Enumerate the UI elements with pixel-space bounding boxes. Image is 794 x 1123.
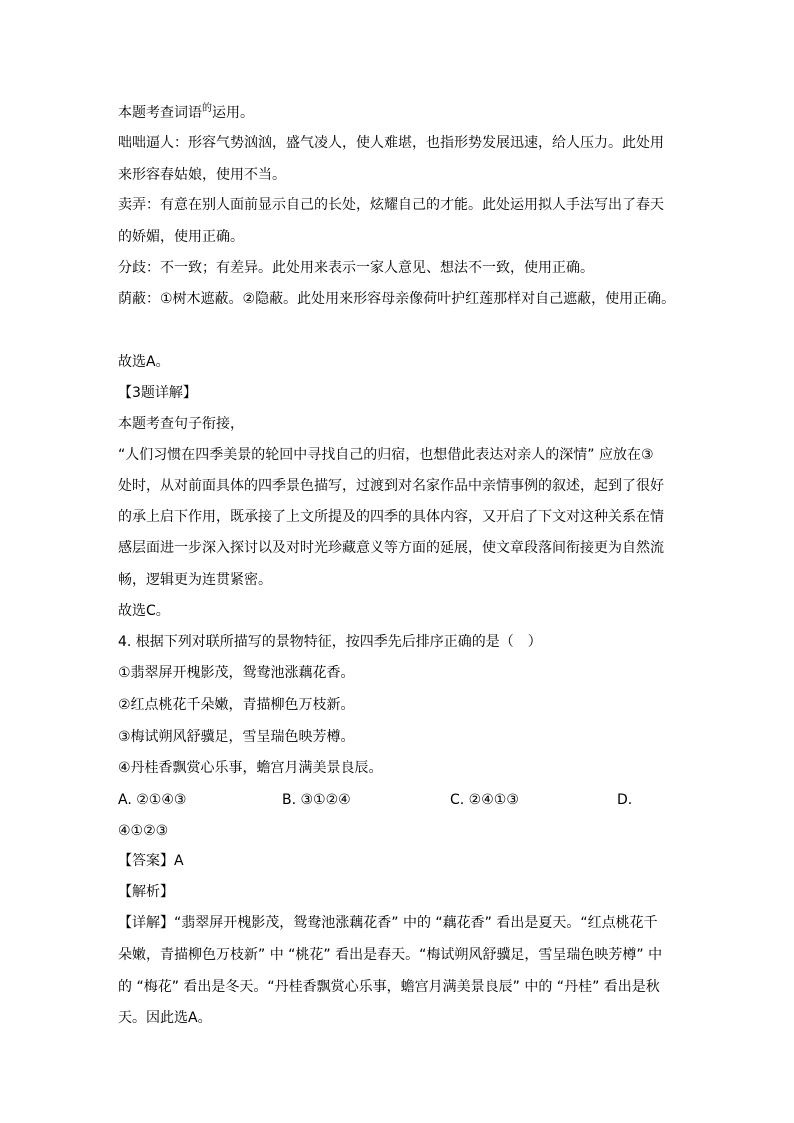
detail-line: 朵嫩，青描柳色万枝新” 中 “桃花” 看出是春天。“梅试朔风舒骥足，雪呈瑞色映芳樽” 中 <box>118 947 663 963</box>
q3-text-line: 感层面进一步深入探讨以及对时光珍藏意义等方面的延展，使文章段落间衔接更为自然流 <box>118 540 664 556</box>
q4-item: ④丹桂香飘赏心乐事，蟾宫月满美景良辰。 <box>118 760 383 776</box>
q3-text-line: 畅，逻辑更为连贯紧密。 <box>118 572 272 588</box>
detail-line: 天。因此选A。 <box>118 1010 212 1026</box>
q4-item: ②红点桃花千朵嫩，青描柳色万枝新。 <box>118 697 355 713</box>
definition-line: 咄咄逼人：形容气势汹汹，盛气凌人，使人难堪，也指形势发展迅速，给人压力。此处用 <box>118 135 664 151</box>
definition-line: 的娇媚，使用正确。 <box>118 229 244 245</box>
option-b: B. ③①②④ <box>282 792 351 808</box>
intro-text-end: 运用。 <box>212 105 254 121</box>
option-c: C. ②④①③ <box>450 792 519 808</box>
detail-line: 【详解】“翡翠屏开槐影茂，鸳鸯池涨藕花香” 中的 “藕花香” 看出是夏天。“红点桃花千 <box>118 915 658 931</box>
definition-line: 荫蔽：①树木遮蔽。②隐蔽。此处用来形容母亲像荷叶护红莲那样对自己遮蔽，使用正确。 <box>118 291 676 307</box>
q3-text-line: 处时，从对前面具体的四季景色描写，过渡到对名家作品中亲情事例的叙述，起到了很好 <box>118 478 664 494</box>
definition-line: 卖弄：有意在别人面前显示自己的长处，炫耀自己的才能。此处运用拟人手法写出了春天 <box>118 197 664 213</box>
definition-line: 分歧：不一致；有差异。此处用来表示一家人意见、想法不一致，使用正确。 <box>118 260 594 276</box>
definition-line: 来形容春姑娘，使用不当。 <box>118 167 286 183</box>
q3-text-line: “人们习惯在四季美景的轮回中寻找自己的归宿，也想借此表达对亲人的深情” 应放在③ <box>118 447 654 463</box>
option-d: D. <box>617 792 633 808</box>
q3-text-line: 的承上启下作用，既承接了上文所提及的四季的具体内容，又开启了下文对这种关系在情 <box>118 509 664 525</box>
answer: 【答案】A <box>118 853 184 869</box>
option-a: A. ②①④③ <box>118 792 187 808</box>
q4-item: ③梅试朔风舒骥足，雪呈瑞色映芳樽。 <box>118 729 355 745</box>
superscript-char: 的 <box>202 103 212 114</box>
option-d-continued: ④①②③ <box>118 823 169 839</box>
q3-conclusion: 故选C。 <box>118 603 170 619</box>
intro-text: 本题考查词语 <box>118 105 202 121</box>
q2-intro <box>118 104 254 124</box>
q2-conclusion: 故选A。 <box>118 354 170 370</box>
q3-heading: 【3题详解】 <box>118 385 197 401</box>
q4-item: ①翡翠屏开槐影茂，鸳鸯池涨藕花香。 <box>118 665 355 681</box>
q3-intro: 本题考查句子衔接， <box>118 416 244 432</box>
q4-question: 4. 根据下列对联所描写的景物特征，按四季先后排序正确的是（ ） <box>118 634 542 650</box>
detail-line: 的 “梅花” 看出是冬天。“丹桂香飘赏心乐事，蟾宫月满美景良辰” 中的 “丹桂” 看出是秋 <box>118 979 660 995</box>
analysis-heading: 【解析】 <box>118 884 174 900</box>
